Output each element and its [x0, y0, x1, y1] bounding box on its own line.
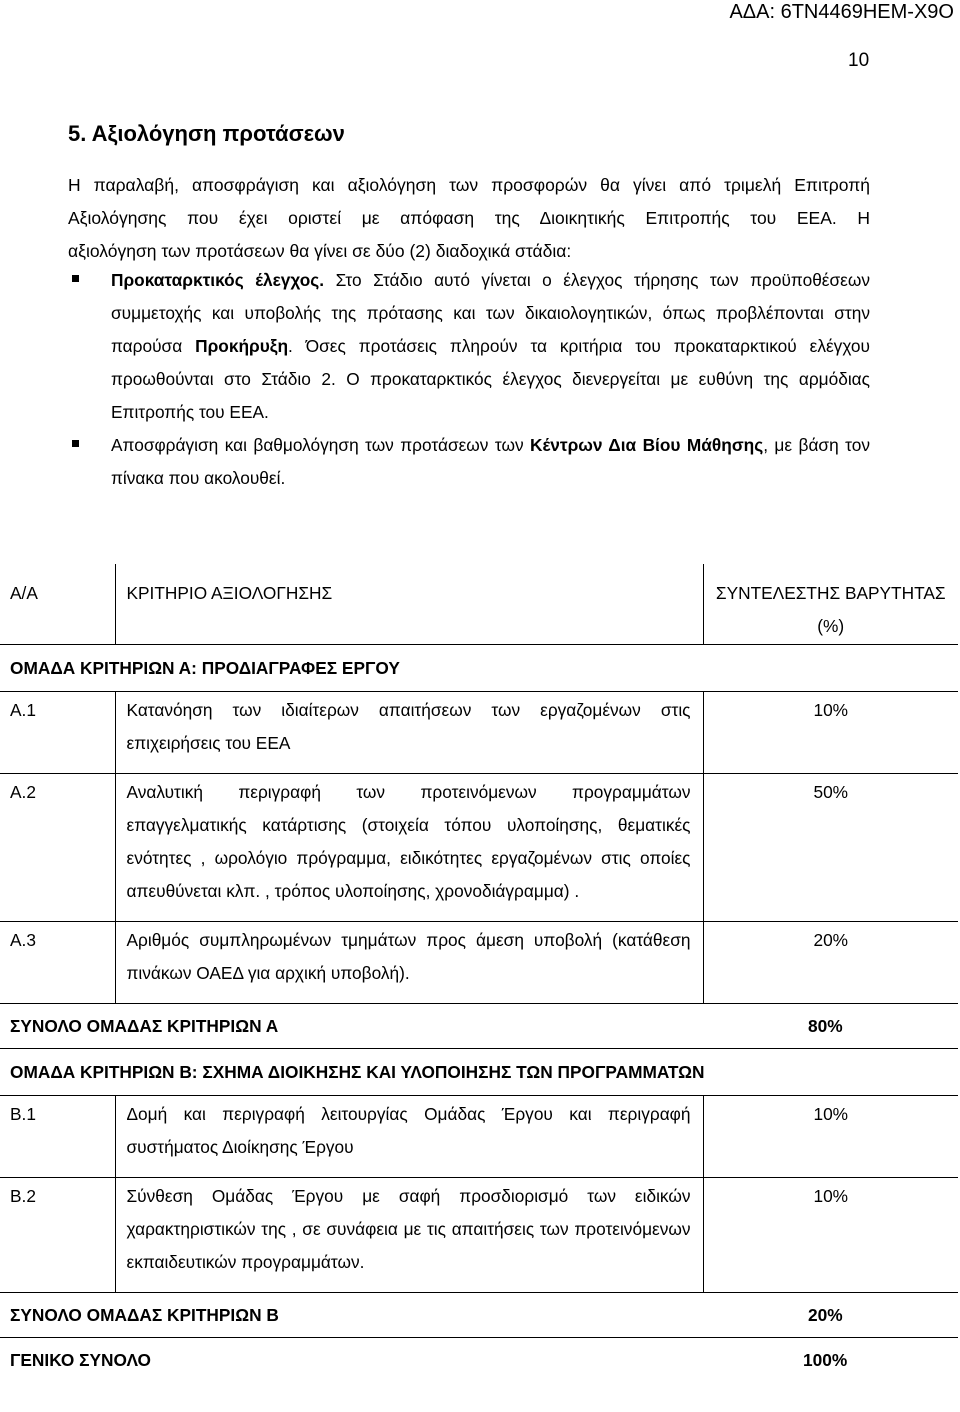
row-weight: 10%: [703, 691, 958, 773]
sum-a-value: 80%: [703, 1003, 958, 1048]
row-id: Α.2: [0, 773, 115, 921]
row-description: Δομή και περιγραφή λειτουργίας Ομάδας Έργου και περιγραφή συστήματος Διοίκησης Έργου: [115, 1095, 703, 1177]
table-row: [0, 1095, 958, 1177]
row-id: Α.3: [0, 921, 115, 1003]
stage-1-body-a: Στο Στάδιο αυτό γίνεται ο έλεγχος τήρησης των προϋποθέσεων συμμετοχής και υποβολής της πρότασης και των δικαιολογητικών, όπως προβλέπονται στην παρούσα: [111, 270, 871, 356]
row-weight: 10%: [703, 1095, 958, 1177]
table-row: [0, 773, 958, 921]
table-header-row: [0, 564, 958, 644]
row-weight: 10%: [703, 1177, 958, 1292]
stage-1-lead: Προκαταρκτικός έλεγχος.: [111, 270, 325, 290]
group-a-title: ΟΜΑΔΑ ΚΡΙΤΗΡΙΩΝ Α: ΠΡΟΔΙΑΓΡΑΦΕΣ ΕΡΓΟΥ: [0, 644, 958, 691]
stage-list: [68, 264, 870, 495]
stage-item-2: [68, 429, 870, 495]
grand-total-row: [0, 1337, 958, 1382]
section-title: 5. Αξιολόγηση προτάσεων: [68, 121, 345, 146]
stage-1-bold-ref: Προκήρυξη: [195, 336, 289, 356]
intro-line-3: αξιολόγηση των προτάσεων θα γίνει σε δύο (2) διαδοχικά στάδια:: [68, 241, 572, 261]
row-weight: 20%: [703, 921, 958, 1003]
stage-1-body-b: . Όσες προτάσεις πληρούν τα κριτήρια του προκαταρκτικού ελέγχου προωθούνται στο Στάδιο 2. Ο προκαταρκτικός έλεγχος διενεργείται με ευθύνη της αρμόδιας Επιτροπής του ΕΕΑ.: [111, 336, 870, 422]
stage-2-text: [111, 429, 870, 495]
row-description: Αριθμός συμπληρωμένων τμημάτων προς άμεση υποβολή (κατάθεση πινάκων ΟΑΕΔ για αρχική υποβολή).: [115, 921, 703, 1003]
stage-1-text: [111, 264, 870, 429]
page-number: 10: [848, 50, 870, 71]
row-id: Β.2: [0, 1177, 115, 1292]
sum-b-value: 20%: [703, 1292, 958, 1337]
header-weight: ΣΥΝΤΕΛΕΣΤΗΣ ΒΑΡΥΤΗΤΑΣ (%): [703, 564, 958, 644]
square-bullet-icon: [72, 440, 79, 447]
group-b-row: [0, 1048, 958, 1095]
stage-2-body-a: Αποσφράγιση και βαθμολόγηση των προτάσεων των: [111, 435, 531, 455]
header-criterion: ΚΡΙΤΗΡΙΟ ΑΞΙΟΛΟΓΗΣΗΣ: [115, 564, 703, 644]
square-bullet-icon: [72, 275, 79, 282]
intro-line-1: Η παραλαβή, αποσφράγιση και αξιολόγηση των προσφορών θα γίνει από τριμελή Επιτροπή: [68, 175, 870, 195]
stage-2-bold-ref: Κέντρων Δια Βίου Μάθησης: [530, 435, 764, 455]
evaluation-table: [0, 564, 958, 1382]
grand-total-label: ΓΕΝΙΚΟ ΣΥΝΟΛΟ: [10, 1349, 151, 1370]
row-id: Α.1: [0, 691, 115, 773]
group-b-title: ΟΜΑΔΑ ΚΡΙΤΗΡΙΩΝ Β: ΣΧΗΜΑ ΔΙΟΙΚΗΣΗΣ ΚΑΙ ΥΛΟΠΟΙΗΣΗΣ ΤΩΝ ΠΡΟΓΡΑΜΜΑΤΩΝ: [0, 1048, 958, 1095]
sum-b-label: ΣΥΝΟΛΟ ΟΜΑΔΑΣ ΚΡΙΤΗΡΙΩΝ Β: [0, 1292, 703, 1337]
ada-code: ΑΔΑ: 6ΤΝ4469ΗΕΜ-Χ9Ο: [729, 1, 954, 23]
table-row: [0, 921, 958, 1003]
stage-item-1: [68, 264, 870, 429]
stage-2-body-b: , με βάση τον πίνακα που ακολουθεί.: [111, 435, 870, 488]
row-description: Κατανόηση των ιδιαίτερων απαιτήσεων των εργαζομένων στις επιχειρήσεις του ΕΕΑ: [115, 691, 703, 773]
header-aa: Α/Α: [0, 564, 115, 644]
sum-b-row: [0, 1292, 958, 1337]
table-row: [0, 691, 958, 773]
intro-paragraph: [68, 169, 870, 268]
row-description: Αναλυτική περιγραφή των προτεινόμενων προγραμμάτων επαγγελματικής κατάρτισης (στοιχεία τόπου υλοποίησης, θεματικές ενότητες , ωρολόγιο πρόγραμμα, ειδικότητες εργαζομένων στις οποίες απευθύνεται κλπ. , τρόπος υλοποίησης, χρονοδιάγραμμα) .: [115, 773, 703, 921]
grand-total-value: 100%: [803, 1349, 848, 1370]
sum-a-label: ΣΥΝΟΛΟ ΟΜΑΔΑΣ ΚΡΙΤΗΡΙΩΝ Α: [0, 1003, 703, 1048]
table-row: [0, 1177, 958, 1292]
row-weight: 50%: [703, 773, 958, 921]
row-id: Β.1: [0, 1095, 115, 1177]
row-description: Σύνθεση Ομάδας Έργου με σαφή προσδιορισμό των ειδικών χαρακτηριστικών της , σε συνάφεια με τις απαιτήσεις των προτεινόμενων εκπαιδευτικών προγραμμάτων.: [115, 1177, 703, 1292]
sum-a-row: [0, 1003, 958, 1048]
intro-line-2: Αξιολόγησης που έχει οριστεί με απόφαση της Διοικητικής Επιτροπής του ΕΕΑ. Η: [68, 208, 870, 228]
group-a-row: [0, 644, 958, 691]
